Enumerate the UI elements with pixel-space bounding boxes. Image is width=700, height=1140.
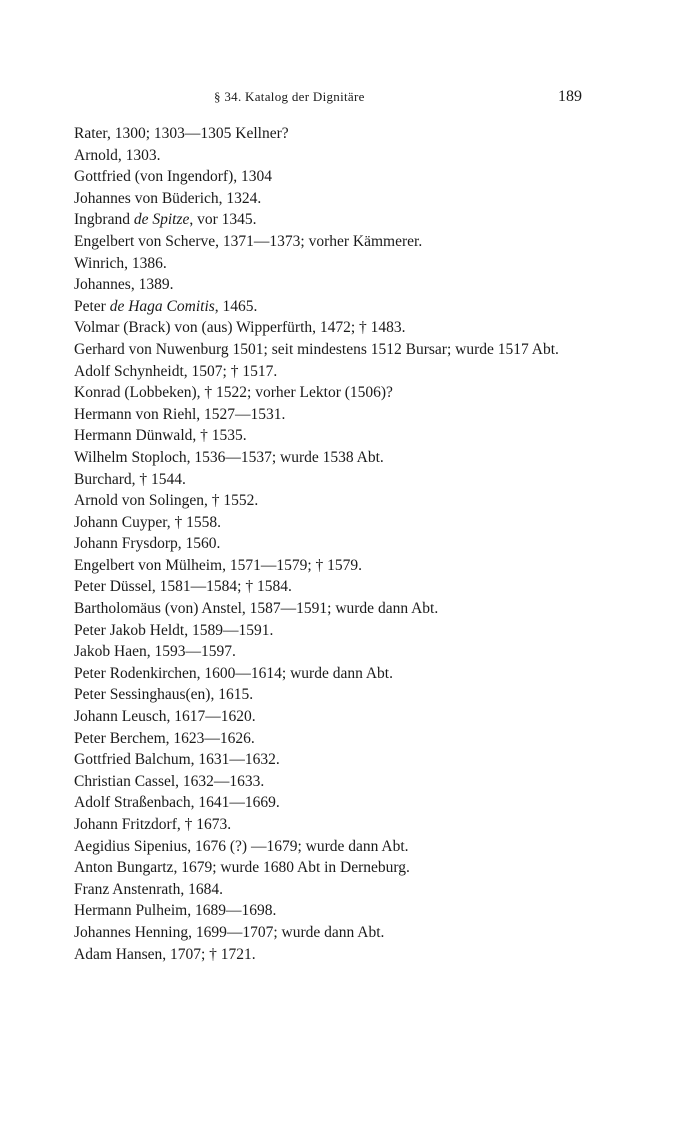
entry-text: , 1465.	[214, 297, 258, 315]
list-item	[74, 663, 594, 685]
list-item	[74, 792, 594, 814]
entry-text: Hermann Dünwald, † 1535.	[74, 427, 247, 445]
entry-italic-text: de Spitze	[133, 211, 190, 229]
entry-text: Peter Rodenkirchen, 1600—1614; wurde dann Abt.	[74, 664, 393, 682]
list-item	[74, 317, 594, 339]
entry-text: Hermann Pulheim, 1689—1698.	[74, 902, 277, 920]
entry-text: Gerhard von Nuwenburg 1501; seit mindestens 1512 Bursar; wurde 1517 Abt.	[74, 340, 559, 358]
entry-text: Anton Bungartz, 1679; wurde 1680 Abt in Derneburg.	[74, 859, 410, 877]
entry-text: Peter Düssel, 1581—1584; † 1584.	[74, 578, 292, 596]
list-item	[74, 598, 594, 620]
entry-text: Jakob Haen, 1593—1597.	[74, 643, 236, 661]
entry-text: Adam Hansen, 1707; † 1721.	[74, 945, 256, 963]
list-item	[74, 274, 594, 296]
entry-text: Rater, 1300; 1303—1305 Kellner?	[74, 125, 289, 142]
entry-text: Johann Cuyper, † 1558.	[74, 513, 222, 531]
list-item	[74, 533, 594, 555]
entry-text: Konrad (Lobbeken), † 1522; vorher Lektor (1506)?	[74, 384, 393, 402]
list-item	[74, 166, 594, 188]
entry-text: Peter	[74, 297, 110, 315]
entry-text: Peter Berchem, 1623—1626.	[74, 729, 255, 747]
entry-text: Adolf Straßenbach, 1641—1669.	[74, 794, 280, 812]
list-item	[74, 512, 594, 534]
entry-text: Ingbrand	[74, 211, 134, 229]
entry-text: Engelbert von Mülheim, 1571—1579; † 1579.	[74, 556, 363, 574]
list-item	[74, 749, 594, 771]
list-item	[74, 382, 594, 404]
list-item	[74, 425, 594, 447]
list-item	[74, 231, 594, 253]
running-head	[0, 86, 700, 108]
entry-text: Winrich, 1386.	[74, 254, 167, 272]
entry-text: Johannes Henning, 1699—1707; wurde dann Abt.	[74, 923, 385, 941]
entry-italic-text: de Haga Comitis	[109, 297, 215, 315]
list-item	[74, 576, 594, 598]
entry-text: Johannes von Büderich, 1324.	[74, 189, 262, 207]
list-item	[74, 814, 594, 836]
list-item	[74, 879, 594, 901]
entry-text: Gottfried (von Ingendorf), 1304	[74, 168, 273, 186]
list-item	[74, 900, 594, 922]
list-item	[74, 404, 594, 426]
list-item	[74, 836, 594, 858]
entry-text: Gottfried Balchum, 1631—1632.	[74, 751, 280, 769]
list-item	[74, 944, 594, 966]
entry-text: Arnold von Solingen, † 1552.	[74, 492, 259, 510]
list-item	[74, 361, 594, 383]
list-item	[74, 145, 594, 167]
page-number: 189	[558, 88, 582, 105]
entry-text: Engelbert von Scherve, 1371—1373; vorher Kämmerer.	[74, 232, 423, 250]
entry-text: , vor 1345.	[189, 211, 257, 229]
list-item	[74, 728, 594, 750]
list-item	[74, 469, 594, 491]
list-item	[74, 555, 594, 577]
entry-text: Adolf Schynheidt, 1507; † 1517.	[74, 362, 278, 380]
list-item	[74, 253, 594, 275]
entry-text: Peter Jakob Heldt, 1589—1591.	[74, 621, 274, 639]
list-item	[74, 188, 594, 210]
entry-text: Christian Cassel, 1632—1633.	[74, 772, 265, 790]
list-item	[74, 706, 594, 728]
entry-text: Johann Leusch, 1617—1620.	[74, 708, 256, 726]
entry-text: Peter Sessinghaus(en), 1615.	[74, 686, 254, 704]
list-item	[74, 857, 594, 879]
entry-text: Aegidius Sipenius, 1676 (?) —1679; wurde dann Abt.	[74, 837, 409, 855]
entry-text: Arnold, 1303.	[74, 146, 161, 164]
entry-text: Johannes, 1389.	[74, 276, 174, 294]
list-item	[74, 447, 594, 469]
list-item	[74, 339, 594, 361]
list-item	[74, 490, 594, 512]
list-item	[74, 771, 594, 793]
list-item	[74, 641, 594, 663]
list-item	[74, 922, 594, 944]
list-item	[74, 296, 594, 318]
entry-text: Bartholomäus (von) Anstel, 1587—1591; wurde dann Abt.	[74, 600, 439, 618]
list-item	[74, 123, 594, 145]
list-item	[74, 684, 594, 706]
entry-text: Johann Fritzdorf, † 1673.	[74, 816, 232, 833]
list-item	[74, 620, 594, 642]
entry-text: Hermann von Riehl, 1527—1531.	[74, 405, 286, 423]
entry-text: Wilhelm Stoploch, 1536—1537; wurde 1538 Abt.	[74, 448, 384, 466]
dignitary-list	[74, 123, 594, 965]
entry-text: Franz Anstenrath, 1684.	[74, 880, 223, 898]
running-title: § 34. Katalog der Dignitäre	[214, 89, 365, 104]
list-item	[74, 209, 594, 231]
entry-text: Johann Frysdorp, 1560.	[74, 535, 221, 553]
entry-text: Volmar (Brack) von (aus) Wipperfürth, 1472; † 1483.	[74, 319, 406, 337]
entry-text: Burchard, † 1544.	[74, 470, 186, 488]
